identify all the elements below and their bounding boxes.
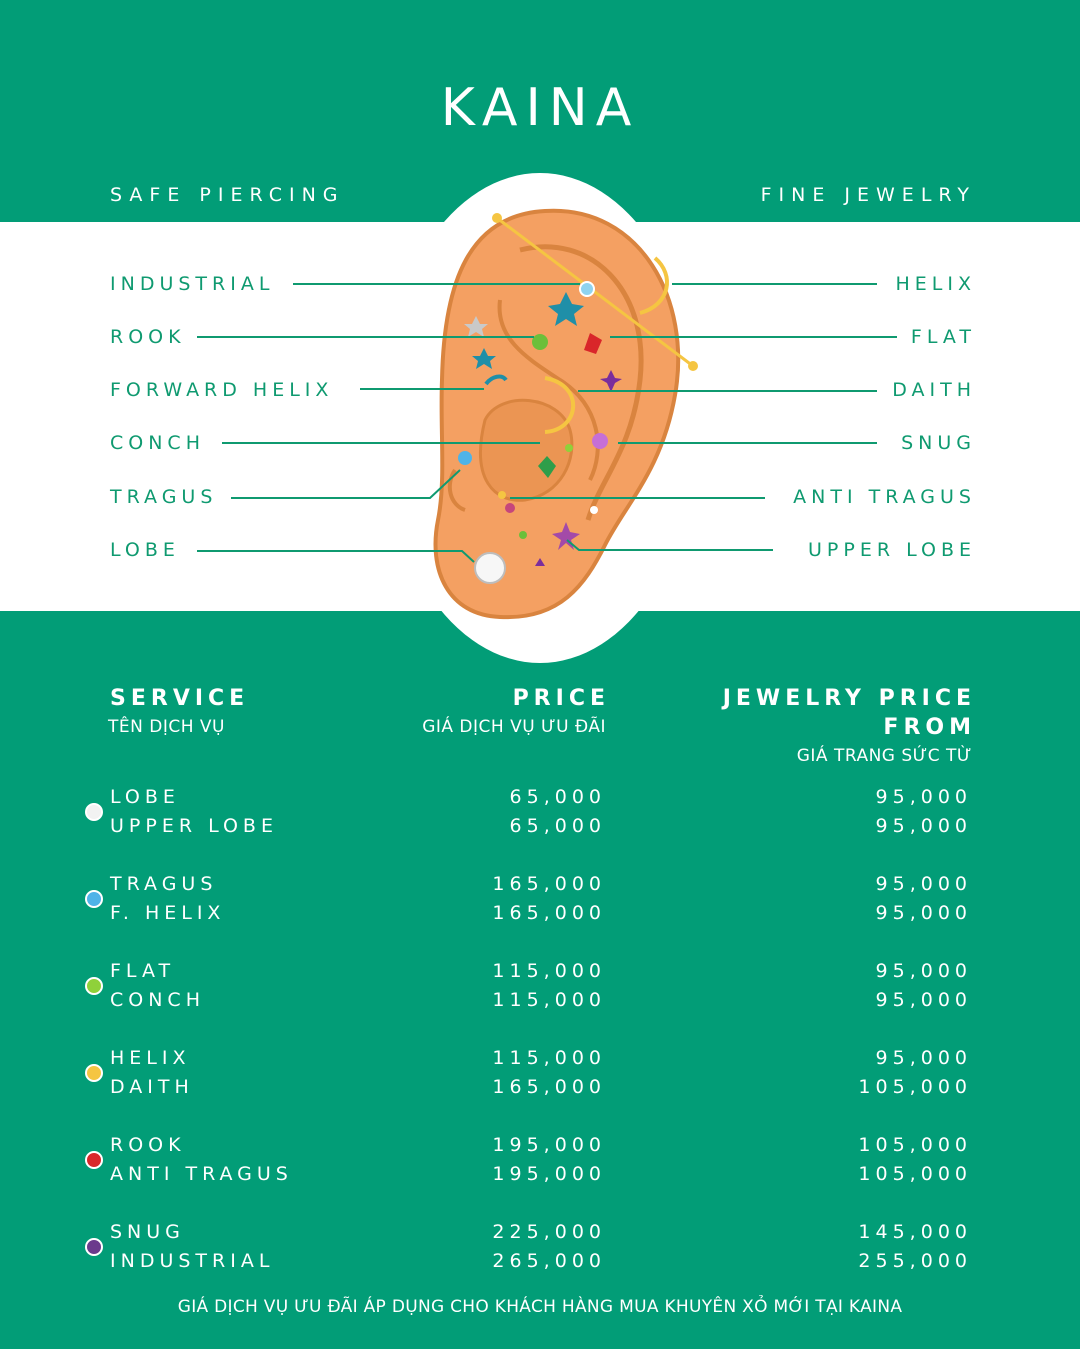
blue-gem-icon [85, 890, 103, 908]
tragus-gem [458, 451, 472, 465]
yellow-gem-icon [85, 1064, 103, 1082]
tagline-safe-piercing: SAFE PIERCING [110, 184, 345, 206]
label-conch: CONCH [110, 432, 205, 454]
jewelry-price: 95,000 [875, 873, 972, 895]
service-price: 195,000 [492, 1134, 606, 1156]
service-name: UPPER LOBE [110, 815, 278, 837]
green-gem-icon [85, 977, 103, 995]
header-price: PRICE [512, 686, 610, 711]
label-industrial: INDUSTRIAL [110, 273, 275, 295]
footer-note: GIÁ DỊCH VỤ ƯU ĐÃI ÁP DỤNG CHO KHÁCH HÀNG MUA KHUYÊN XỎ MỚI TẠI KAINA [177, 1297, 903, 1317]
label-flat: FLAT [910, 326, 976, 348]
service-price: 65,000 [509, 786, 606, 808]
header-price-sub: GIÁ DỊCH VỤ ƯU ĐÃI [422, 717, 606, 737]
service-name: F. HELIX [110, 902, 226, 924]
jewelry-price: 145,000 [858, 1221, 972, 1243]
jewelry-price: 95,000 [875, 989, 972, 1011]
jewelry-price: 105,000 [858, 1163, 972, 1185]
label-rook: ROOK [110, 326, 186, 348]
anti-tragus-gem [498, 491, 506, 499]
service-name: HELIX [110, 1047, 191, 1069]
header-service-sub: TÊN DỊCH VỤ [108, 717, 225, 737]
service-name: FLAT [110, 960, 176, 982]
header-service: SERVICE [110, 686, 250, 711]
service-price: 165,000 [492, 873, 606, 895]
service-price: 195,000 [492, 1163, 606, 1185]
white-diamond-icon [85, 803, 103, 821]
jewelry-price: 105,000 [858, 1134, 972, 1156]
snug-gem [592, 433, 608, 449]
jewelry-price: 95,000 [875, 786, 972, 808]
service-name: DAITH [110, 1076, 194, 1098]
jewelry-price: 95,000 [875, 960, 972, 982]
lobe-diamond [475, 553, 505, 583]
tagline-fine-jewelry: FINE JEWELRY [760, 184, 976, 206]
header-jewelry-sub: GIÁ TRANG SỨC TỪ [796, 746, 972, 766]
jewelry-price: 95,000 [875, 1047, 972, 1069]
label-lobe: LOBE [110, 539, 180, 561]
red-gem-icon [85, 1151, 103, 1169]
jewelry-price: 95,000 [875, 815, 972, 837]
service-name: SNUG [110, 1221, 185, 1243]
jewelry-price: 255,000 [858, 1250, 972, 1272]
service-name: CONCH [110, 989, 205, 1011]
header-jewelry-price: JEWELRY PRICE [722, 686, 976, 711]
label-snug: SNUG [901, 432, 976, 454]
service-price: 115,000 [492, 1047, 606, 1069]
service-price: 165,000 [492, 1076, 606, 1098]
label-tragus: TRAGUS [110, 486, 218, 508]
service-price: 225,000 [492, 1221, 606, 1243]
label-upper-lobe: UPPER LOBE [808, 539, 976, 561]
service-name: ANTI TRAGUS [110, 1163, 293, 1185]
jewelry-price: 95,000 [875, 902, 972, 924]
purple-gem-icon [85, 1238, 103, 1256]
label-helix: HELIX [895, 273, 976, 295]
industrial-gem [580, 282, 594, 296]
service-price: 115,000 [492, 960, 606, 982]
jewelry-price: 105,000 [858, 1076, 972, 1098]
rook-gem [532, 334, 548, 350]
label-anti-tragus: ANTI TRAGUS [793, 486, 976, 508]
service-name: ROOK [110, 1134, 186, 1156]
brand-logo: KAINA [440, 78, 640, 138]
service-name: LOBE [110, 786, 180, 808]
service-name: TRAGUS [110, 873, 218, 895]
service-price: 65,000 [509, 815, 606, 837]
label-forward-helix: FORWARD HELIX [110, 379, 334, 401]
header-jewelry-from: FROM [883, 715, 976, 740]
service-name: INDUSTRIAL [110, 1250, 275, 1272]
service-price: 265,000 [492, 1250, 606, 1272]
service-price: 165,000 [492, 902, 606, 924]
service-price: 115,000 [492, 989, 606, 1011]
label-daith: DAITH [892, 379, 976, 401]
